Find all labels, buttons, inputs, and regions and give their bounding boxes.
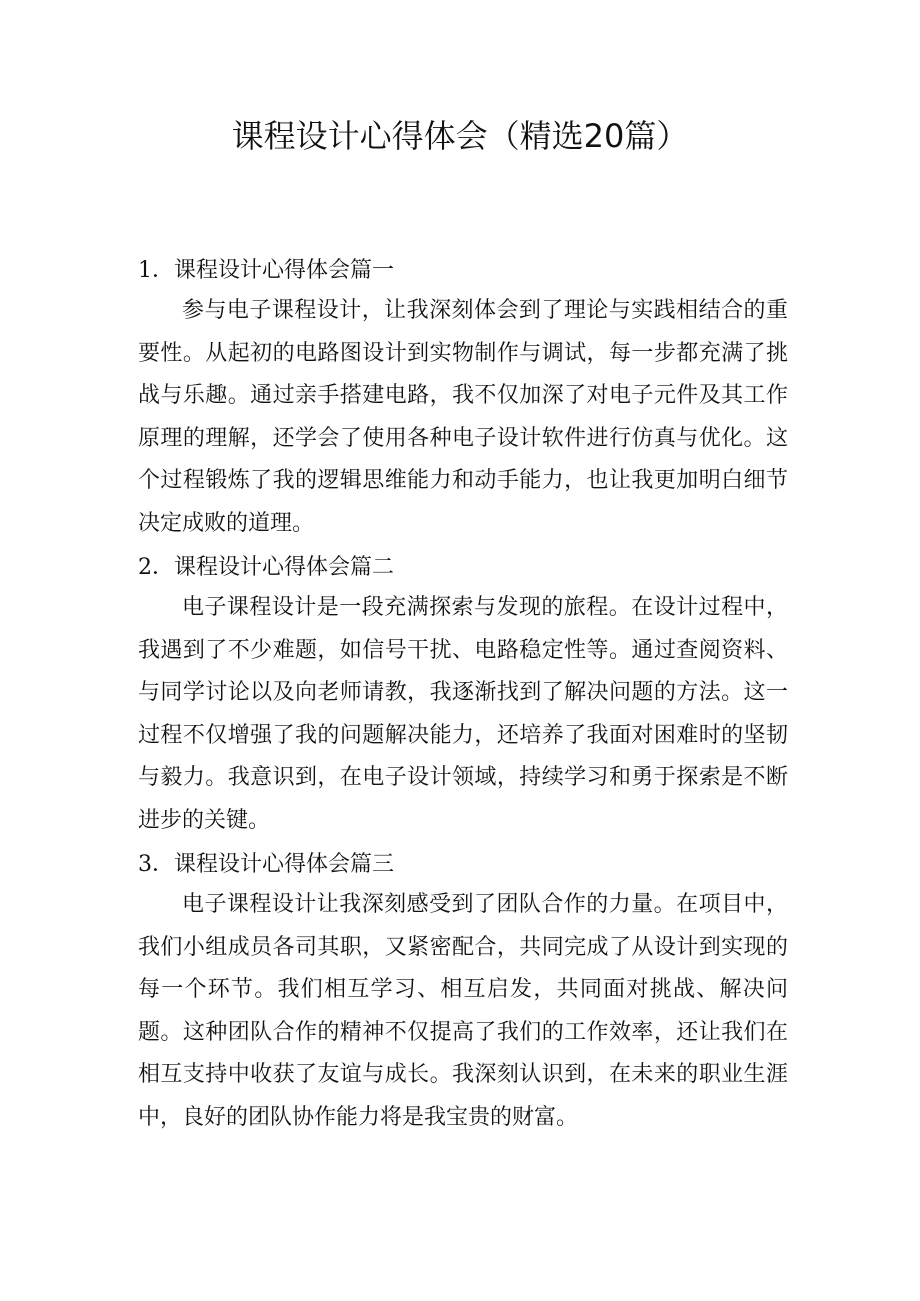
section-1	[138, 252, 788, 545]
document-title: 课程设计心得体会（精选20篇）	[231, 117, 689, 155]
section-paragraph: 电子课程设计让我深刻感受到了团队合作的力量。在项目中，我们小组成员各司其职，又紧密配合，共同完成了从设计到实现的每一个环节。我们相互学习、相互启发，共同面对挑战、解决问题。这种团队合作的精神不仅提高了我们的工作效率，还让我们在相互支持中收获了友谊与成长。我深刻认识到，在未来的职业生涯中，良好的团队协作能力将是我宝贵的财富。	[138, 892, 788, 1130]
section-3	[138, 846, 788, 1139]
section-heading: 3．课程设计心得体会篇三	[138, 852, 394, 877]
section-heading: 1．课程设计心得体会篇一	[138, 258, 394, 283]
section-paragraph: 参与电子课程设计，让我深刻体会到了理论与实践相结合的重要性。从起初的电路图设计到实物制作与调试，每一步都充满了挑战与乐趣。通过亲手搭建电路，我不仅加深了对电子元件及其工作原理的理解，还学会了使用各种电子设计软件进行仿真与优化。这个过程锻炼了我的逻辑思维能力和动手能力，也让我更加明白细节决定成败的道理。	[138, 298, 788, 536]
section-heading: 2．课程设计心得体会篇二	[138, 555, 394, 580]
section-paragraph: 电子课程设计是一段充满探索与发现的旅程。在设计过程中，我遇到了不少难题，如信号干扰、电路稳定性等。通过查阅资料、与同学讨论以及向老师请教，我逐渐找到了解决问题的方法。这一过程不仅增强了我的问题解决能力，还培养了我面对困难时的坚韧与毅力。我意识到，在电子设计领域，持续学习和勇于探索是不断进步的关键。	[138, 595, 788, 833]
section-2	[138, 549, 788, 842]
document-body	[138, 252, 788, 1143]
